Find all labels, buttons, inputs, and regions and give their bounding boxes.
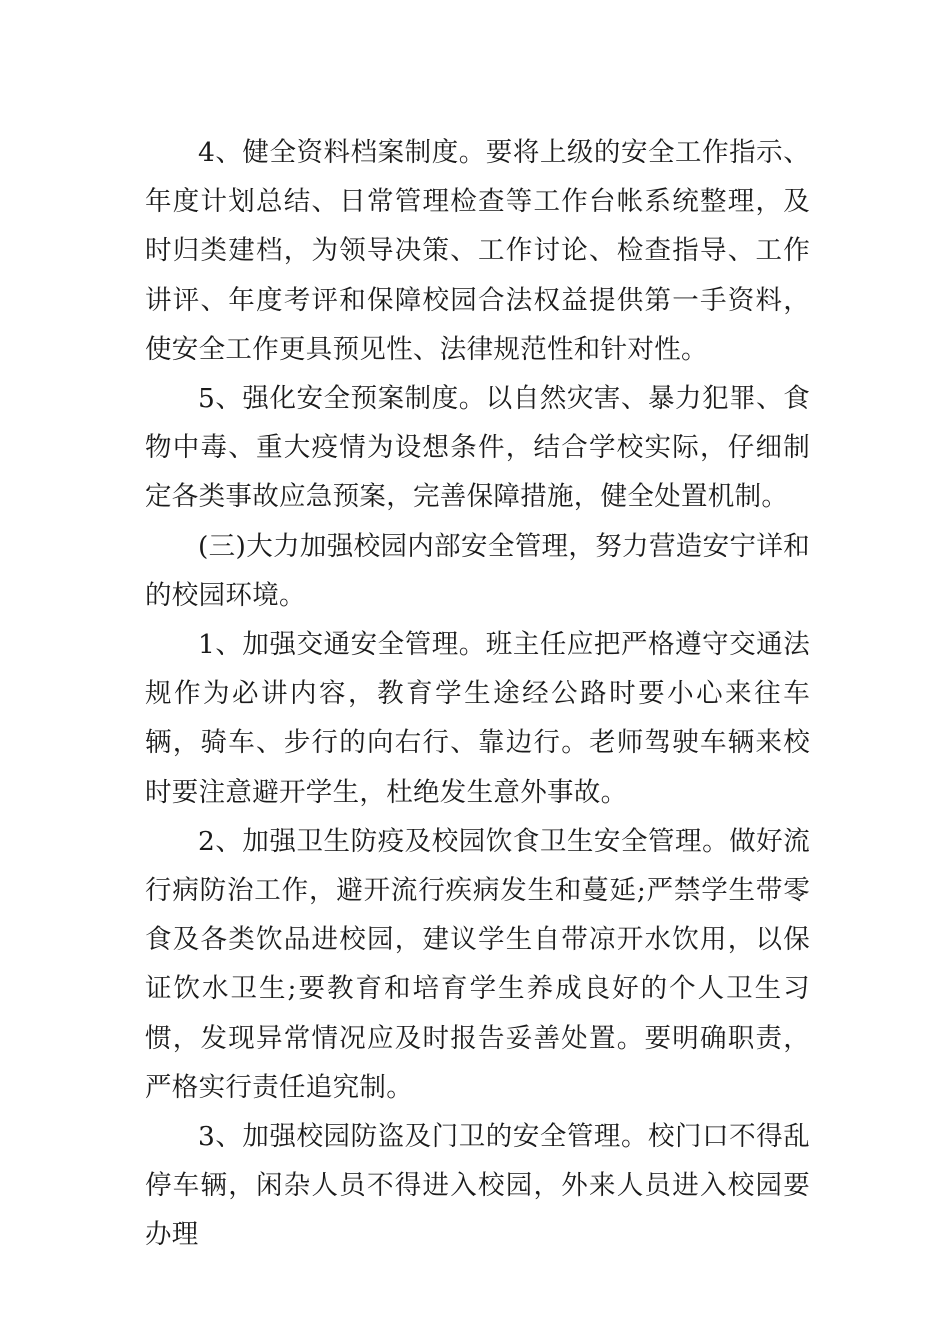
section-heading-internal-safety: (三)大力加强校园内部安全管理，努力营造安宁详和的校园环境。 <box>145 530 810 611</box>
paragraph-archive-system: 4、健全资料档案制度。要将上级的安全工作指示、年度计划总结、日常管理检查等工作台帐系统整理，及时归类建档，为领导决策、工作讨论、检查指导、工作讲评、年度考评和保障校园合法权益提供第一手资料，使安全工作更具预见性、法律规范性和针对性。 <box>145 137 810 365</box>
paragraph-anti-theft-gate: 3、加强校园防盗及门卫的安全管理。校门口不得乱停车辆，闲杂人员不得进入校园，外来人员进入校园要办理 <box>145 1121 810 1251</box>
paragraph-traffic-safety: 1、加强交通安全管理。班主任应把严格遵守交通法规作为必讲内容，教育学生途经公路时要小心来往车辆，骑车、步行的向右行、靠边行。老师驾驶车辆来校时要注意避开学生，杜绝发生意外事故。 <box>145 629 810 808</box>
document-body <box>145 128 810 1260</box>
paragraph-health-food-safety: 2、加强卫生防疫及校园饮食卫生安全管理。做好流行病防治工作，避开流行疾病发生和蔓延;严禁学生带零食及各类饮品进校园，建议学生自带凉开水饮用，以保证饮水卫生;要教育和培育学生养成良好的个人卫生习惯，发现异常情况应及时报告妥善处置。要明确职责，严格实行责任追究制。 <box>145 825 810 1103</box>
paragraph-emergency-plan: 5、强化安全预案制度。以自然灾害、暴力犯罪、食物中毒、重大疫情为设想条件，结合学校实际，仔细制定各类事故应急预案，完善保障措施，健全处置机制。 <box>145 383 810 513</box>
